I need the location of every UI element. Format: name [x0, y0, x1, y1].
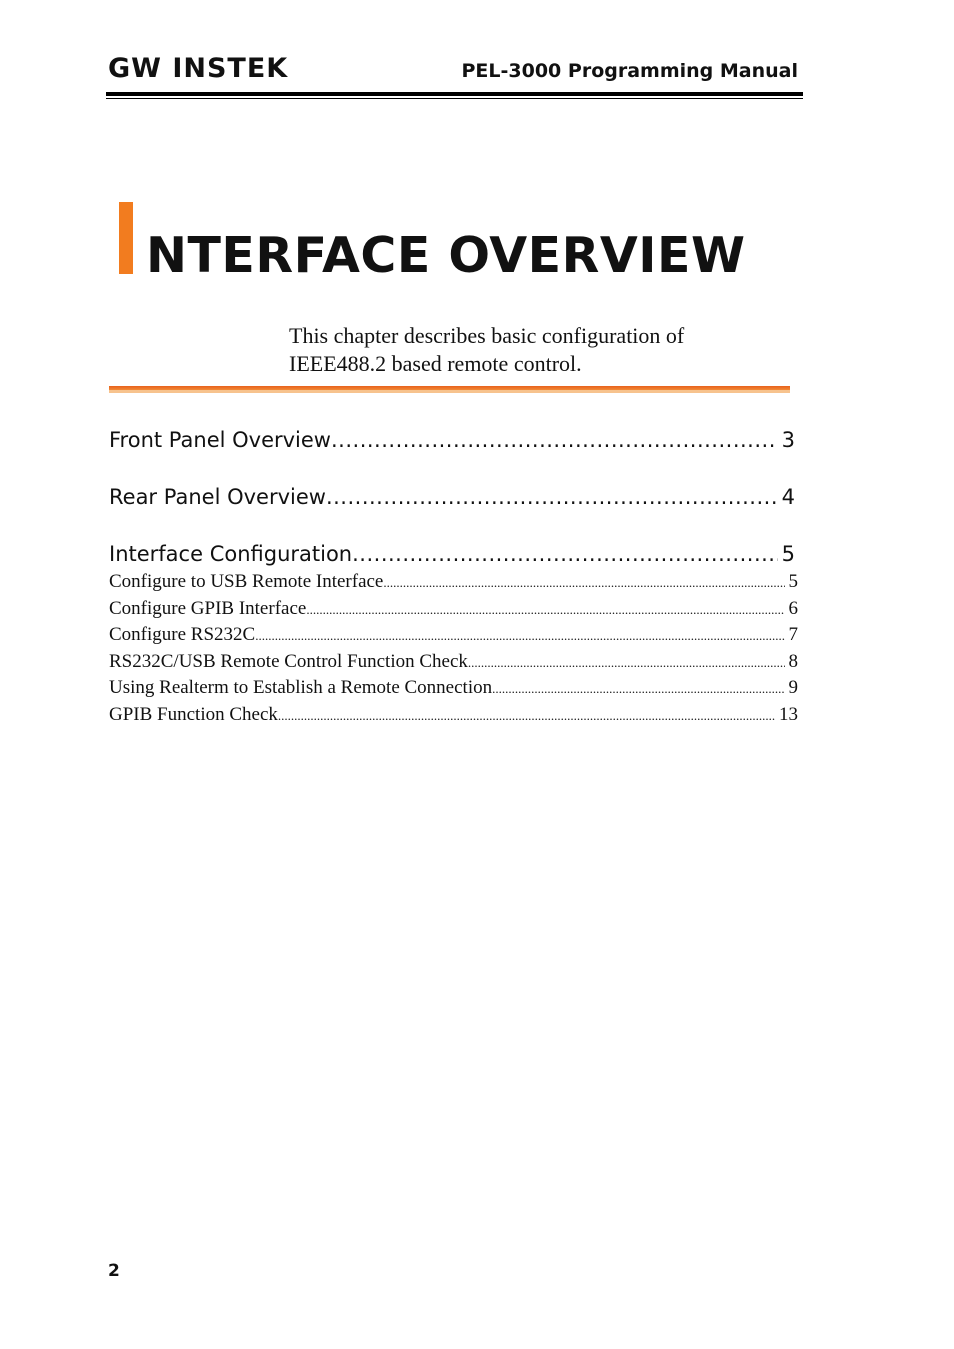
toc-entry-label: Rear Panel Overview: [109, 485, 326, 509]
toc-subentry-function-check[interactable]: [109, 649, 798, 676]
toc-leader-dots: [326, 482, 778, 512]
toc-subentry-label: Configure RS232C: [109, 624, 256, 646]
toc-entry-interface-configuration[interactable]: [109, 539, 795, 569]
brand-logo-text: GW INSTEK: [108, 53, 289, 84]
toc-entry-rear-panel-overview[interactable]: [109, 482, 795, 512]
toc-leader-dots: [383, 570, 784, 596]
toc-subentry-label: Configure to USB Remote Interface: [109, 571, 384, 592]
toc-leader-dots: [278, 703, 775, 729]
toc-subentry-label: Configure GPIB Interface: [109, 597, 307, 619]
toc-subentry-label: RS232C/USB Remote Control Function Check: [109, 650, 468, 672]
toc-leader-dots: [306, 597, 784, 623]
toc-subentry-page: 13: [779, 703, 798, 725]
toc-subentry-rs232c[interactable]: [109, 622, 798, 649]
toc-entry-label: Interface Configuration: [109, 542, 353, 566]
toc-entry-front-panel-overview[interactable]: [109, 425, 795, 455]
toc-subentry-page: 7: [788, 624, 798, 646]
toc-entry-label: Front Panel Overview: [109, 428, 331, 452]
toc-subentry-gpib-check[interactable]: [109, 702, 798, 729]
toc-entry-page: 4: [781, 485, 795, 509]
toc-subentry-page: 8: [788, 650, 798, 672]
toc-leader-dots: [331, 425, 778, 455]
toc-subentry-page: 5: [788, 571, 798, 592]
chapter-intro: This chapter describes basic configuration of IEEE488.2 based remote control.: [289, 323, 685, 376]
toc-subentry-usb-remote[interactable]: [109, 569, 798, 596]
toc-leader-dots: [352, 539, 778, 569]
toc-leader-dots: [492, 676, 784, 702]
chapter-initial-bar: [119, 202, 133, 274]
toc-subentry-realterm[interactable]: [109, 675, 798, 702]
chapter-title: NTERFACE OVERVIEW: [146, 227, 746, 284]
table-of-contents: [109, 425, 798, 729]
toc-leader-dots: [255, 623, 784, 649]
toc-subentry-gpib-interface[interactable]: [109, 596, 798, 623]
toc-subentry-label: Using Realterm to Establish a Remote Connection: [109, 677, 493, 699]
toc-subentry-page: 6: [788, 597, 798, 619]
header-rule-thick: [106, 92, 803, 96]
page-number: 2: [108, 1261, 120, 1281]
manual-title: PEL-3000 Programming Manual: [461, 60, 798, 82]
toc-subentry-page: 9: [788, 677, 798, 699]
toc-subentry-label: GPIB Function Check: [109, 703, 278, 725]
toc-entry-page: 3: [781, 428, 795, 452]
header-rule-thin: [106, 98, 803, 99]
toc-entry-page: 5: [781, 542, 795, 566]
toc-leader-dots: [468, 650, 785, 676]
chapter-divider-highlight: [109, 390, 790, 393]
brand-logo: [108, 54, 288, 84]
